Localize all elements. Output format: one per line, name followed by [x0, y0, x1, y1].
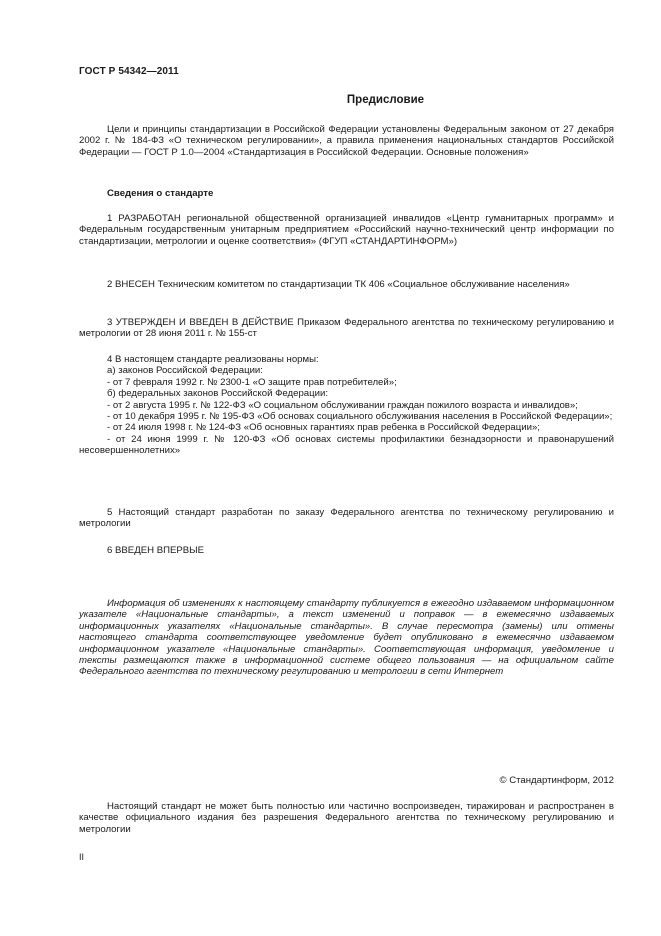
item-4-line: - от 10 декабря 1995 г. № 195-ФЗ «Об основах социального обслуживания населения в Российской Федерации»; — [107, 411, 613, 423]
page-number: II — [79, 852, 85, 862]
changes-notice: Информация об изменениях к настоящему стандарту публикуется в ежегодно издаваемом информационном указателе «Национальные стандарты», а текст изменений и поправок — в ежемесячно издаваемых информационных указателях «Национальные стандарты». В случае пересмотра (замены) или отмены настоящего стандарта соответствующее уведомление будет опубликовано в ежемесячно издаваемом информационном указателе «Национальные стандарты». Соответствующая информация, уведомление и тексты размещаются также в информационной системе общего пользования — на официальном сайте Федерального агентства по техническому регулированию и метрологии в сети Интернет — [79, 598, 614, 678]
item-4-line: - от 24 июля 1998 г. № 124-ФЗ «Об основных гарантиях прав ребенка в Российской Федерации»; — [107, 422, 540, 434]
item-2-introduced: 2 ВНЕСЕН Техническим комитетом по стандартизации ТК 406 «Социальное обслуживание населения» — [107, 279, 570, 290]
item-4-block — [79, 354, 614, 457]
item-1-block — [79, 213, 614, 247]
item-4-line: - от 7 февраля 1992 г. № 2300-1 «О защите прав потребителей»; — [107, 376, 397, 388]
item-5-block — [79, 507, 614, 530]
item-1-developed: 1 РАЗРАБОТАН региональной общественной организацией инвалидов «Центр гуманитарных программ» и Федеральным государственным унитарным предприятием «Российский научно-технический центр информации по стандартизации, метрологии и оценке соответствия» (ФГУП «СТАНДАРТИНФОРМ») — [79, 213, 614, 247]
intro-paragraph: Цели и принципы стандартизации в Российской Федерации установлены Федеральным законом от 27 декабря 2002 г. № 184-ФЗ «О техническом регулировании», а правила применения национальных стандартов Российской Федерации — ГОСТ Р 1.0—2004 «Стандартизация в Российской Федерации. Основные положения» — [79, 124, 614, 158]
item-4-line: а) законов Российской Федерации: — [107, 365, 263, 377]
intro-block — [79, 124, 614, 158]
page-title: Предисловие — [346, 94, 425, 106]
item-3-approved: 3 УТВЕРЖДЕН И ВВЕДЕН В ДЕЙСТВИЕ Приказом Федерального агентства по техническому регулированию и метрологии от 28 июня 2011 г. № 155-ст — [79, 317, 614, 340]
copyright: © Стандартинформ, 2012 — [499, 775, 614, 786]
item-6-block — [79, 545, 614, 556]
item-5-commissioned: 5 Настоящий стандарт разработан по заказу Федерального агентства по техническому регулированию и метрологии — [79, 507, 614, 530]
copyright-block — [79, 775, 614, 786]
footer-block — [79, 801, 614, 835]
item-4-line: б) федеральных законов Российской Федерации: — [107, 388, 328, 400]
reproduction-notice: Настоящий стандарт не может быть полностью или частично воспроизведен, тиражирован и распространен в качестве официального издания без разрешения Федерального агентства по техническому регулированию и метрологии — [79, 801, 614, 835]
item-6-first-introduced: 6 ВВЕДЕН ВПЕРВЫЕ — [107, 545, 205, 556]
document-id-header: ГОСТ Р 54342—2011 — [79, 66, 179, 77]
section-heading-block — [79, 188, 614, 199]
item-4-line: - от 2 августа 1995 г. № 122-ФЗ «О социальном обслуживании граждан пожилого возраста и инвалидов»; — [107, 399, 578, 411]
item-4-line: - от 24 июня 1999 г. № 120-ФЗ «Об основах системы профилактики безнадзорности и правонарушений несовершеннолетних» — [79, 433, 614, 457]
item-4-line: 4 В настоящем стандарте реализованы нормы: — [107, 354, 319, 365]
notice-block — [79, 598, 614, 678]
item-2-block — [79, 279, 614, 290]
item-3-block — [79, 317, 614, 340]
section-heading: Сведения о стандарте — [107, 188, 214, 199]
